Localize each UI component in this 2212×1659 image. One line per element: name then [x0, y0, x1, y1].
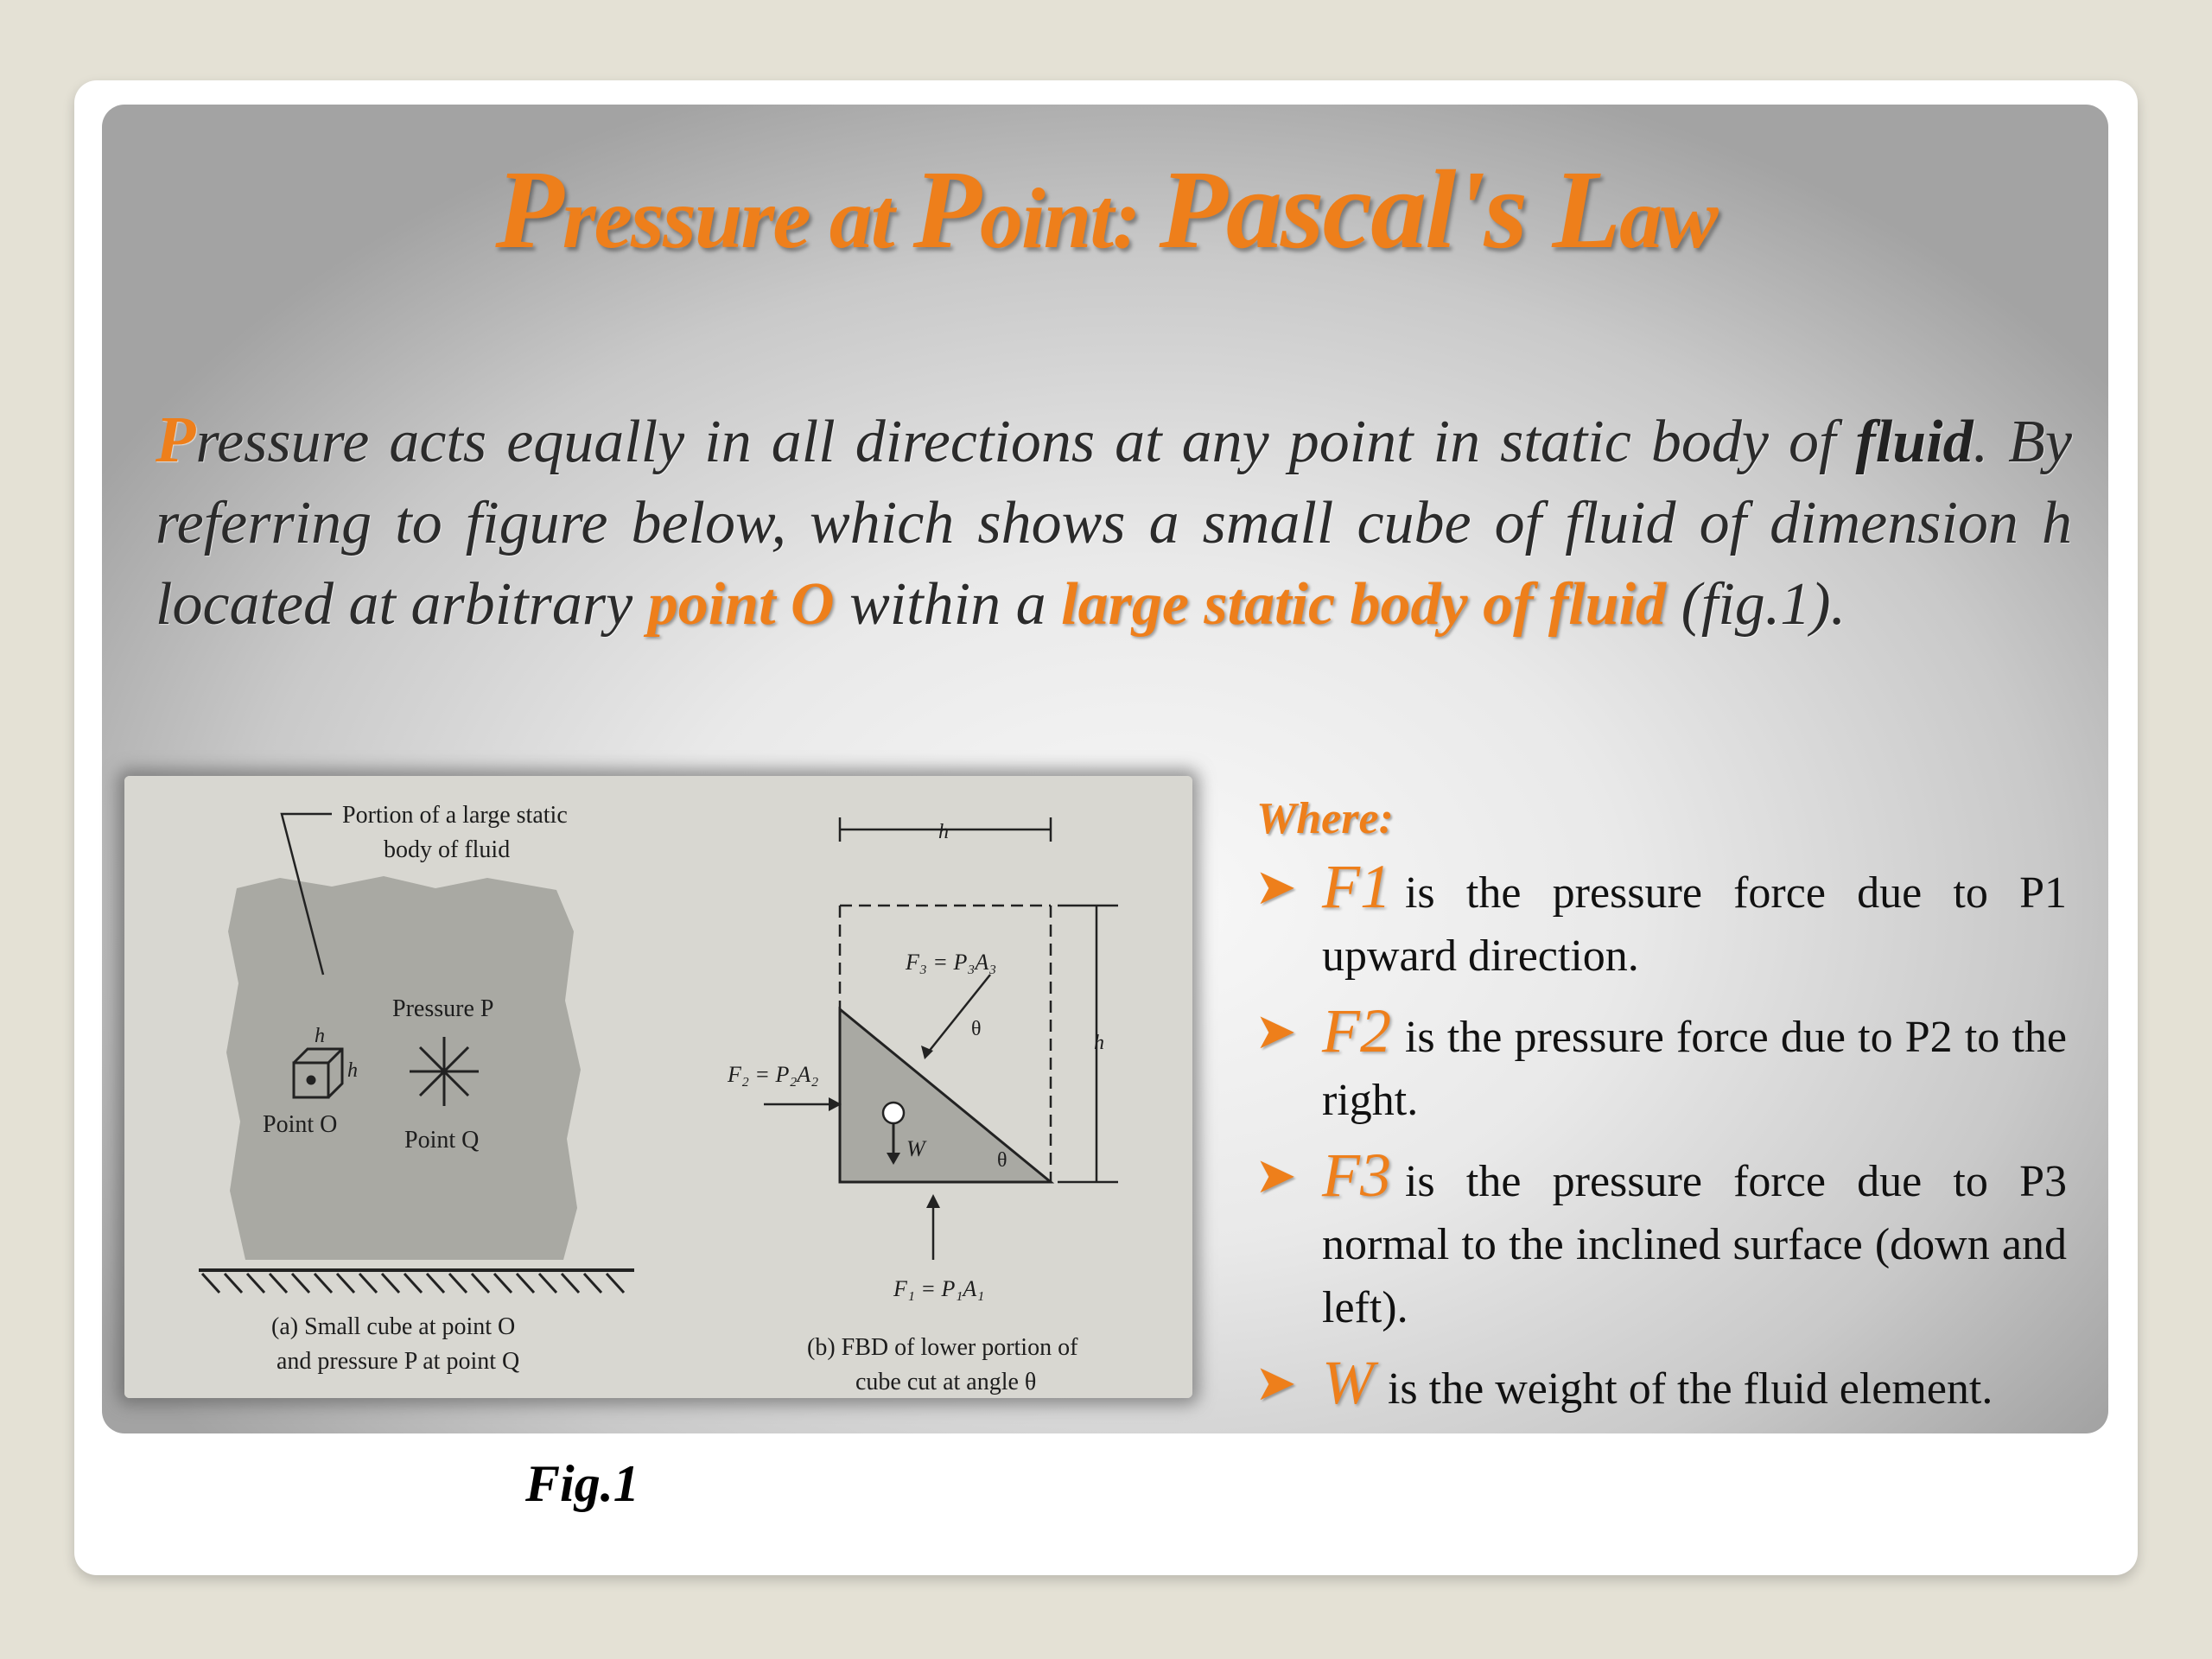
title-part: P	[495, 148, 563, 272]
figure-label: F₁ = P₁A₁	[893, 1276, 985, 1301]
definition-item	[1255, 996, 2067, 1132]
intro-text: fluid	[1855, 409, 1974, 475]
definition-item	[1255, 1141, 2067, 1339]
figure-label: h	[938, 821, 949, 843]
intro-text: . By referring to figure below, which shows a small cube of fluid of dimension h located at arbitrary	[156, 409, 2072, 638]
definition-text: is the pressure force due to P2 to the right.	[1322, 1013, 2067, 1125]
figure-label: W	[906, 1136, 925, 1161]
title-part: L	[1552, 148, 1619, 272]
figure-caption-a: (a) Small cube at point O	[271, 1313, 516, 1340]
figure-label: Point Q	[404, 1127, 480, 1154]
definition-text: is the weight of the fluid element.	[1387, 1364, 1993, 1414]
pressure-diagram	[124, 776, 1192, 1398]
definition-text: is the pressure force due to P3 normal to the inclined surface (down and left).	[1322, 1157, 2067, 1332]
figure-caption-b: (b) FBD of lower portion of	[807, 1334, 1078, 1361]
intro-highlight: point O	[647, 571, 835, 638]
pressure-star-icon	[410, 1037, 479, 1106]
definition-item	[1255, 852, 2067, 988]
definition-item	[1255, 1348, 2067, 1421]
figure-caption: Fig.1	[525, 1455, 639, 1512]
figure-label: h	[347, 1059, 358, 1082]
figure-caption-a: and pressure P at point Q	[276, 1348, 520, 1375]
slide-title	[0, 148, 2212, 275]
definition-symbol: F1	[1322, 852, 1391, 921]
definition-symbol: W	[1322, 1348, 1374, 1417]
intro-text: P	[156, 404, 196, 476]
title-part: aw	[1618, 170, 1717, 266]
arrowhead-icon: ➤	[1255, 1001, 1297, 1060]
arrowhead-icon: ➤	[1255, 857, 1297, 916]
figure-label: Point O	[263, 1111, 338, 1138]
title-part: ressure at	[562, 170, 913, 266]
figure-label: Portion of a large static	[342, 802, 568, 829]
definition-symbol: F2	[1322, 996, 1391, 1065]
figure-label: θ	[971, 1018, 982, 1040]
definition-symbol: F3	[1322, 1141, 1391, 1210]
intro-text: (fig.1).	[1666, 571, 1847, 638]
figure-label: θ	[997, 1149, 1007, 1172]
figure-label: h	[1094, 1032, 1104, 1054]
intro-text: within a	[834, 571, 1062, 638]
title-part: P	[912, 148, 981, 272]
figure-label: body of fluid	[384, 836, 511, 863]
center-of-gravity-icon	[883, 1103, 904, 1123]
figure-caption-b: cube cut at angle θ	[855, 1369, 1037, 1395]
fluid-body-shape	[226, 876, 581, 1260]
title-part: Pascal's	[1159, 148, 1553, 272]
intro-paragraph	[156, 399, 2072, 645]
arrowhead-icon: ➤	[1255, 1146, 1297, 1205]
definition-text: is the pressure force due to P1 upward direction.	[1322, 868, 2067, 981]
figure-label: F₂ = P₂A₂	[728, 1062, 819, 1087]
figure-label: h	[315, 1025, 325, 1047]
intro-highlight: large static body of fluid	[1061, 571, 1667, 638]
definitions-list	[1255, 852, 2067, 1433]
figure-label: F₃ = P₃A₃	[906, 950, 997, 975]
arrowhead-icon: ➤	[1255, 1353, 1297, 1412]
figure-image	[124, 776, 1192, 1398]
where-label: Where:	[1256, 794, 1394, 843]
figure-label: Pressure P	[392, 995, 494, 1022]
title-part: oint:	[980, 170, 1160, 266]
intro-text: ressure acts equally in all directions at any point in static body of	[195, 409, 1836, 475]
